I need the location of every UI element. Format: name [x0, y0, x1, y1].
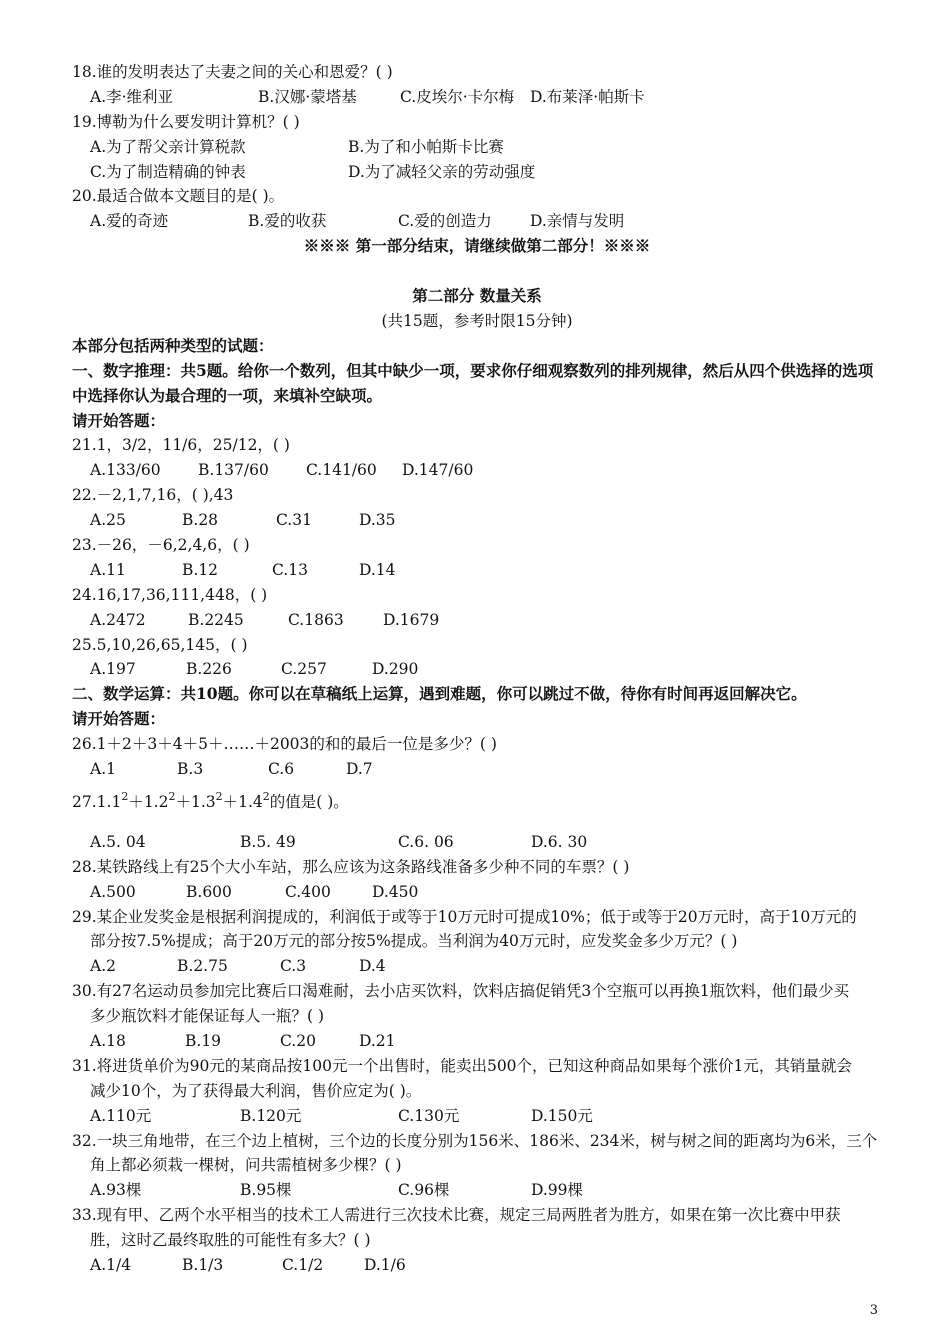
option-a: A.2 — [90, 957, 116, 976]
part-two-subtitle: (共15题，参考时限15分钟) — [381, 311, 573, 330]
option-d: D.1/6 — [364, 1256, 406, 1274]
option-a: A.爱的奇迹 — [90, 212, 169, 231]
part-one-end-notice: ※※※ 第一部分结束，请继续做第二部分！※※※ — [303, 236, 651, 256]
question-19-options-row1 — [72, 135, 882, 160]
exponent: 2 — [262, 789, 270, 803]
option-d: D.布莱泽·帕斯卡 — [530, 87, 645, 106]
question-29-line1: 29.某企业发奖金是根据利润提成的，利润低于或等于10万元时可提成10%；低于或等于20万元时，高于10万元的 — [72, 907, 857, 926]
option-a: A.25 — [90, 511, 126, 530]
question-22-options — [72, 508, 882, 533]
question-26: 26.1＋2＋3＋4＋5＋……＋2003的和的最后一位是多少？( ) — [72, 735, 497, 754]
option-a: A.197 — [90, 660, 136, 679]
option-b: B.226 — [186, 660, 232, 679]
question-30-line1: 30.有27名运动员参加完比赛后口渴难耐，去小店买饮料，饮料店搞促销凭3个空瓶可以再换1瓶饮料，他们最少买 — [72, 982, 850, 1001]
option-c: C.皮埃尔·卡尔梅 — [400, 87, 515, 106]
question-30-options — [72, 1029, 882, 1054]
option-a: A.5. 04 — [90, 832, 146, 851]
question-31-line2: 减少10个，为了获得最大利润，售价应定为( )。 — [90, 1081, 422, 1100]
question-32-options — [72, 1178, 882, 1203]
question-19-options-row2 — [72, 160, 882, 185]
option-d: D.为了减轻父亲的劳动强度 — [348, 162, 536, 181]
question-19: 19.博勒为什么要发明计算机？( ) — [72, 112, 300, 131]
option-b: B.120元 — [240, 1106, 302, 1125]
question-31-options — [72, 1104, 882, 1129]
option-b: B.5. 49 — [240, 832, 296, 851]
question-20-options — [72, 209, 882, 234]
question-24: 24.16,17,36,111,448，( ) — [72, 585, 268, 604]
option-c: C.6. 06 — [398, 832, 454, 851]
option-d: D.4 — [359, 957, 386, 976]
option-c: C.6 — [268, 759, 295, 778]
option-d: D.1679 — [383, 610, 440, 629]
option-c: C.400 — [285, 882, 331, 901]
exponent: 2 — [215, 789, 223, 803]
option-a: A.93棵 — [90, 1181, 142, 1200]
option-a: A.133/60 — [90, 461, 161, 480]
question-18: 18.谁的发明表达了夫妻之间的关心和恩爱？( ) — [72, 63, 393, 81]
option-c: C.1863 — [288, 610, 344, 629]
question-20: 20.最适合做本文题目的是( )。 — [72, 187, 285, 206]
option-d: D.150元 — [531, 1106, 593, 1125]
option-c: C.141/60 — [306, 461, 377, 480]
question-28-options — [72, 880, 882, 905]
option-d: D.14 — [359, 560, 396, 579]
option-a: A.500 — [90, 882, 136, 901]
question-29-line2: 部分按7.5%提成；高于20万元的部分按5%提成。当利润为40万元时，应发奖金多少万元？( ) — [90, 932, 738, 951]
section-one-start: 请开始答题： — [72, 410, 166, 430]
option-c: C.130元 — [398, 1106, 460, 1125]
option-b: B.28 — [182, 511, 219, 530]
option-a: A.1 — [90, 759, 116, 778]
question-24-options — [72, 608, 882, 633]
question-33-line1: 33.现有甲、乙两个水平相当的技术工人需进行三次技术比赛，规定三局两胜者为胜方，如果在第一次比赛中甲获 — [72, 1206, 841, 1225]
part-two-intro: 本部分包括两种类型的试题： — [72, 335, 274, 355]
question-18-options — [72, 85, 882, 110]
option-d: D.亲情与发明 — [530, 212, 625, 231]
question-26-options — [72, 757, 882, 782]
option-d: D.35 — [359, 511, 396, 530]
option-b: B.2.75 — [177, 957, 228, 976]
option-a: A.2472 — [90, 610, 146, 629]
option-d: D.99棵 — [531, 1181, 584, 1200]
question-29-options — [72, 954, 882, 979]
option-b: B.为了和小帕斯卡比赛 — [348, 137, 504, 156]
option-a: A.1/4 — [90, 1256, 132, 1274]
option-d: D.7 — [346, 759, 373, 778]
option-a: A.11 — [90, 560, 126, 579]
option-c: C.爱的创造力 — [398, 212, 492, 231]
option-a: A.为了帮父亲计算税款 — [90, 137, 246, 156]
part-two-title: 第二部分 数量关系 — [412, 286, 542, 306]
option-b: B.19 — [185, 1031, 222, 1050]
option-a: A.李·维利亚 — [90, 87, 174, 106]
option-c: C.257 — [281, 660, 327, 679]
option-d: D.6. 30 — [531, 832, 588, 851]
question-32-line1: 32.一块三角地带，在三个边上植树，三个边的长度分别为156米、186米、234米，树与树之间的距离均为6米，三个 — [72, 1131, 878, 1150]
question-23-options — [72, 558, 882, 583]
question-28: 28.某铁路线上有25个大小车站，那么应该为这条路线准备多少种不同的车票？( ) — [72, 857, 630, 876]
question-21: 21.1，3/2，11/6，25/12，( ) — [72, 436, 290, 455]
question-31-line1: 31.将进货单价为90元的某商品按100元一个出售时，能卖出500个，已知这种商品如果每个涨价1元，其销量就会 — [72, 1056, 852, 1075]
question-33-line2: 胜，这时乙最终取胜的可能性有多大？( ) — [90, 1231, 371, 1250]
option-b: B.12 — [182, 560, 219, 579]
spacer — [72, 259, 882, 284]
option-d: D.290 — [372, 660, 419, 679]
option-c: C.31 — [276, 511, 312, 530]
option-d: D.147/60 — [402, 461, 474, 480]
document-page — [72, 60, 882, 1278]
question-22: 22.－2,1,7,16，( ),43 — [72, 486, 234, 505]
option-d: D.21 — [359, 1031, 396, 1050]
question-30-line2: 多少瓶饮料才能保证每人一瓶？( ) — [90, 1007, 325, 1026]
question-32-line2: 角上都必须栽一棵树，问共需植树多少棵？( ) — [90, 1156, 402, 1175]
question-23: 23.－26，－6,2,4,6，( ) — [72, 535, 250, 554]
section-two-start: 请开始答题： — [72, 709, 166, 729]
option-b: B.2245 — [188, 610, 244, 629]
section-two-instructions: 二、数学运算：共10题。你可以在草稿纸上运算，遇到难题，你可以跳过不做，待你有时间再返回解决它。 — [72, 684, 807, 704]
option-c: C.13 — [272, 560, 308, 579]
page-number: 3 — [869, 1303, 878, 1318]
option-c: C.为了制造精确的钟表 — [90, 162, 246, 181]
option-c: C.20 — [280, 1031, 316, 1050]
option-c: C.3 — [280, 957, 307, 976]
option-b: B.汉娜·蒙塔基 — [258, 87, 357, 106]
exponent: 2 — [168, 789, 176, 803]
section-one-instructions: 一、数字推理：共5题。给你一个数列，但其中缺少一项，要求你仔细观察数列的排列规律，然后从四个供选择的选项中选择你认为最合理的一项，来填补空缺项。 — [72, 360, 874, 405]
option-b: B.600 — [186, 882, 232, 901]
question-25: 25.5,10,26,65,145，( ) — [72, 635, 248, 654]
option-b: B.95棵 — [240, 1181, 292, 1200]
question-25-options — [72, 657, 882, 682]
option-a: A.110元 — [90, 1106, 152, 1125]
question-27: $27.1.1^2+1.2^2+1.3^2+1.4^2$的值是( )。 — [72, 789, 349, 811]
option-b: B.137/60 — [198, 461, 269, 480]
exponent: 2 — [121, 789, 129, 803]
option-b: B.爱的收获 — [248, 212, 327, 231]
question-33-options — [72, 1253, 882, 1278]
option-c: C.1/2 — [282, 1256, 324, 1274]
option-c: C.96棵 — [398, 1181, 450, 1200]
option-b: B.1/3 — [182, 1256, 224, 1274]
option-a: A.18 — [90, 1031, 126, 1050]
question-27-options — [72, 830, 882, 855]
option-d: D.450 — [372, 882, 419, 901]
option-b: B.3 — [177, 759, 204, 778]
question-21-options — [72, 458, 882, 483]
